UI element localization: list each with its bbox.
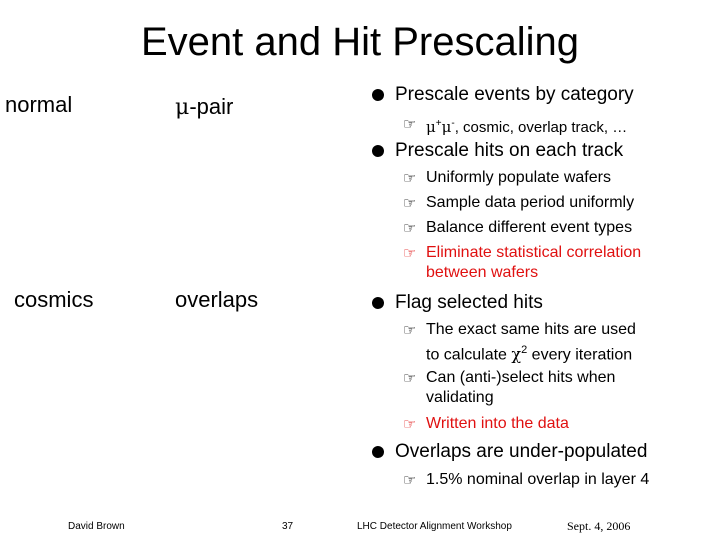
footer-author: David Brown [68,521,125,532]
bullet-dot-icon [372,89,384,101]
sub-bullet-text [426,243,641,283]
bullet-dot-icon [372,145,384,157]
sub-bullet-text: Uniformly populate wafers [426,169,611,186]
label-mu-pair [175,94,233,121]
categories-rest: , cosmic, overlap track, … [454,119,628,136]
mu-plus: μ [426,118,436,136]
label-overlaps: overlaps [175,287,259,312]
bullet-dot-icon [372,297,384,309]
line-2a: to calculate [426,346,512,364]
sub-bullet-text [426,114,627,138]
pointing-hand-icon: ☞ [403,415,417,433]
line-1: Eliminate statistical correlation [426,244,642,261]
line-2: validating [426,389,494,406]
pointing-hand-icon: ☞ [403,471,417,489]
sub-bullet-text: Sample data period uniformly [426,194,635,211]
sub-bullet-text [426,320,636,365]
footer-event: LHC Detector Alignment Workshop [357,521,512,532]
pointing-hand-icon: ☞ [403,321,417,339]
pair-text: -pair [189,94,234,119]
footer-date: Sept. 4, 2006 [567,519,631,533]
slide-title: Event and Hit Prescaling [140,20,579,64]
label-normal: normal [5,92,73,117]
label-cosmics: cosmics [14,287,94,312]
pointing-hand-icon: ☞ [403,169,417,187]
bullet-dot-icon [372,446,384,458]
minus-sup: - [451,118,455,129]
pointing-hand-icon: ☞ [403,194,417,212]
bullet-text: Prescale hits on each track [395,140,624,161]
chi-exponent: 2 [521,344,528,356]
pointing-hand-icon: ☞ [403,219,417,237]
line-1: The exact same hits are used [426,321,636,338]
sub-bullet-text: Written into the data [426,415,569,432]
mu-symbol: μ [175,95,190,120]
line-2: between wafers [426,264,539,281]
pointing-hand-icon: ☞ [403,244,417,262]
line-2b: every iteration [527,346,633,364]
chi-symbol: χ [511,344,522,364]
pointing-hand-icon: ☞ [403,115,417,133]
bullet-text: Overlaps are under-populated [395,441,648,462]
plus-sup: + [435,118,442,129]
line-1: Can (anti-)select hits when [426,369,616,386]
bullet-text: Prescale events by category [395,84,634,105]
pointing-hand-icon: ☞ [403,369,417,387]
sub-bullet-text: Balance different event types [426,219,633,236]
bullet-text: Flag selected hits [395,292,543,313]
sub-bullet-text: 1.5% nominal overlap in layer 4 [426,471,650,488]
sub-bullet-text [426,368,615,408]
footer-page-number: 37 [282,521,294,532]
mu-minus: μ [441,118,452,136]
